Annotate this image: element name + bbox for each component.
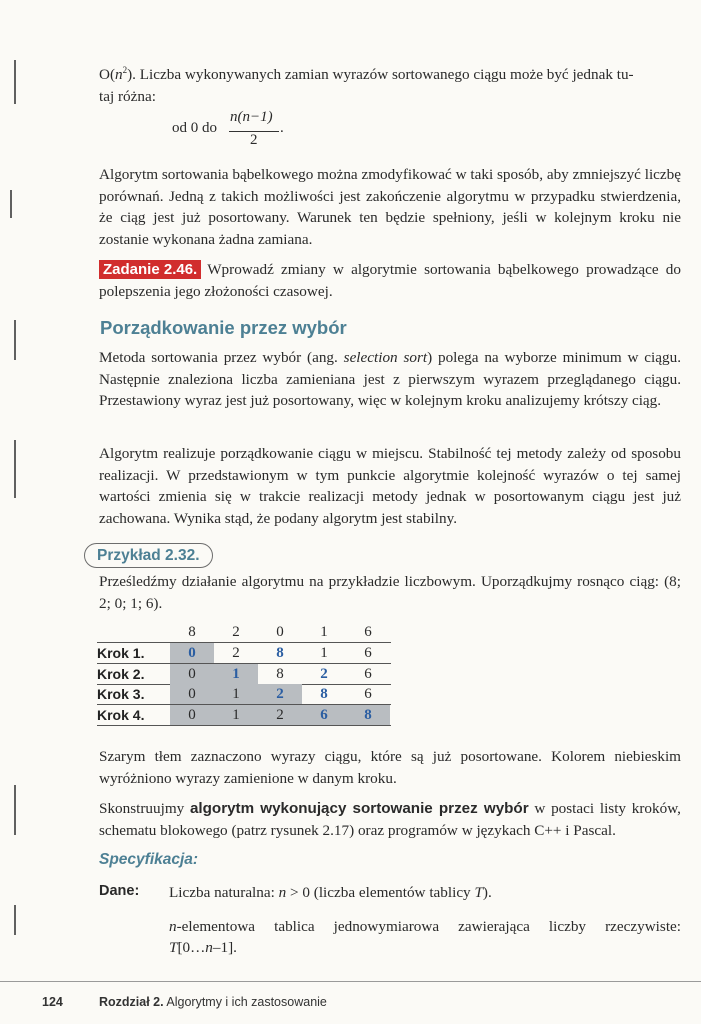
table-rule — [97, 725, 391, 726]
page-number: 124 — [42, 995, 63, 1009]
table-cell: 2 — [232, 645, 240, 661]
formula — [172, 106, 312, 154]
table-cell: 6 — [302, 705, 346, 725]
table-cell: 2 — [258, 705, 302, 725]
margin-bar — [14, 320, 16, 360]
formula-prefix: od 0 do — [172, 120, 217, 136]
margin-bar — [14, 60, 16, 104]
steps-table — [97, 622, 391, 724]
legend-paragraph: Szarym tłem zaznaczono wyrazy ciągu, które są już posortowane. Kolorem niebieskim wyróżniono wyrazy zamienione w danym kroku. — [99, 748, 681, 787]
table-header-row — [97, 622, 391, 642]
dane-line-1: Liczba naturalna: n > 0 (liczba elementów tablicy T). — [169, 884, 492, 901]
table-cell: 8 — [320, 686, 328, 702]
table-cell: 2 — [258, 684, 302, 704]
row-label: Krok 3. — [97, 686, 145, 702]
chapter-label: Rozdział 2. Algorytmy i ich zastosowanie — [99, 995, 327, 1009]
table-cell: 0 — [170, 705, 214, 725]
dane-line-3: T[0…n–1]. — [169, 939, 237, 956]
task-badge: Zadanie 2.46. — [99, 260, 201, 279]
margin-bar — [10, 190, 12, 218]
formula-numerator: n(n−1) — [230, 109, 273, 125]
table-cell: 0 — [170, 664, 214, 684]
example-badge: Przykład 2.32. — [84, 543, 213, 568]
spec-title: Specyfikacja: — [99, 851, 199, 868]
formula-denominator: 2 — [250, 132, 258, 148]
table-cell: 6 — [364, 665, 372, 682]
table-row — [97, 705, 391, 725]
intro-paragraph: $O(n^2)$. Liczba wykonywanych zamian wyrazów sortowanego ciągu może być jednak tu- taj różna: — [99, 65, 634, 105]
table-header-cell: 2 — [232, 624, 240, 640]
table-cell: 2 — [320, 665, 328, 682]
table-cell: 1 — [320, 645, 328, 661]
row-label: Krok 2. — [97, 665, 145, 682]
table-cell: 6 — [364, 645, 372, 661]
margin-bar — [14, 785, 16, 835]
table-cell: 1 — [214, 664, 258, 684]
table-header-cell: 6 — [364, 624, 372, 640]
table-row — [97, 664, 391, 684]
table-cell: 8 — [276, 665, 284, 682]
dane-label: Dane: — [99, 883, 140, 899]
table-cell: 1 — [214, 705, 258, 725]
table-header-cell: 0 — [276, 624, 284, 640]
margin-bar — [14, 440, 16, 498]
row-label: Krok 1. — [97, 645, 145, 661]
selection-paragraph-1: Metoda sortowania przez wybór (ang. selection sort) polega na wyborze minimum w ciągu. Następnie znaleziona liczba zamieniana jest z pierwszym wyrazem przeglądanego ciągu. Przestawiony wyraz jest już posortowany, więc w kolejnym kroku analizujemy krótszy ciąg. — [99, 349, 681, 409]
table-cell: 1 — [214, 684, 258, 704]
task-text: Wprowadź zmiany w algorytmie sortowania bąbelkowego prowadzące do polepszenia jego złożoności czasowej. — [99, 261, 681, 300]
task-paragraph — [99, 259, 681, 302]
table-cell: 6 — [364, 686, 372, 702]
bubble-paragraph: Algorytm sortowania bąbelkowego można zmodyfikować w taki sposób, aby zmniejszyć liczbę porównań. Jedną z takich możliwości jest zakończenie algorytmu w przypadku stwierdzenia, że ciąg jest już posortowany. Warunek ten będzie spełniony, jeśli w kolejnym kroku nie zostanie wykonana żadna zamiana. — [99, 166, 681, 248]
margin-bar — [14, 905, 16, 935]
selection-paragraph-2: Algorytm realizuje porządkowanie ciągu w miejscu. Stabilność tej metody zależy od sposobu realizacji. W przedstawionym w tym punkcie algorytmie kolejność wyrazów o tej samej wartości zmienia się w trakcie realizacji metody jednak w posortowanym ciągu jest już zachowana. Wynika stąd, że podany algorytm jest stabilny. — [99, 445, 681, 527]
dane-line-2: n-elementowa tablica jednowymiarowa zawierająca liczby rzeczywiste: — [169, 918, 681, 935]
table-header-cell: 1 — [320, 624, 328, 640]
example-text: Prześledźmy działanie algorytmu na przykładzie liczbowym. Uporządkujmy rosnąco ciąg: (8; 2; 0; 1; 6). — [99, 573, 681, 612]
table-cell: 0 — [170, 684, 214, 704]
table-row — [97, 643, 391, 663]
table-cell: 8 — [346, 705, 390, 725]
construct-paragraph: Skonstruujmy algorytm wykonujący sortowanie przez wybór w postaci listy kroków, schematu blokowego (patrz rysunek 2.17) oraz programów w językach C++ i Pascal. — [99, 800, 681, 839]
table-header-cell: 8 — [188, 624, 196, 640]
row-label: Krok 4. — [97, 706, 145, 723]
table-row — [97, 684, 391, 704]
footer-divider — [0, 981, 701, 982]
table-cell: 8 — [276, 645, 284, 661]
formula-suffix: . — [280, 120, 284, 136]
table-cell: 0 — [170, 643, 214, 663]
construct-bold: algorytm wykonujący sortowanie przez wybór — [189, 800, 529, 817]
section-title: Porządkowanie przez wybór — [100, 317, 347, 338]
